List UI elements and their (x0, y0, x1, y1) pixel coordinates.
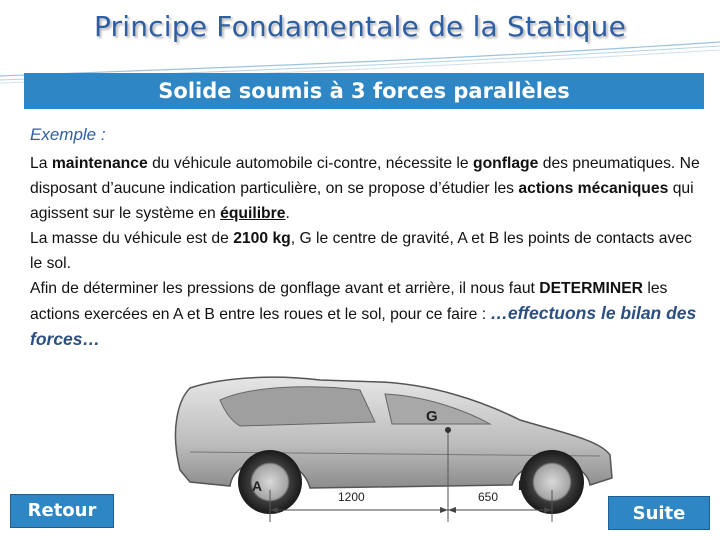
dim-650: 650 (478, 490, 499, 504)
car-diagram (160, 360, 620, 540)
label-g: G (426, 408, 438, 425)
label-a: A (252, 478, 263, 494)
car-window (220, 387, 375, 426)
bilan-text: …effectuons le bilan des forces… (30, 303, 697, 349)
example-label: Exemple : (30, 125, 106, 144)
next-button[interactable]: Suite (608, 496, 710, 530)
dim-1200: 1200 (338, 490, 365, 504)
label-b: B (518, 477, 529, 493)
subtitle-banner: Solide soumis à 3 forces parallèles (24, 73, 704, 109)
page-title: Principe Fondamentale de la Statique (93, 10, 627, 43)
back-button[interactable]: Retour (10, 494, 114, 528)
exercise-text: La maintenance du véhicule automobile ci-contre, nécessite le gonflage des pneumatiques. Ne disposant d’aucune indication particulière, on se propose d’étudier les actions mécaniques qui agissent sur le système en équilibre. La masse du véhicule est de 2100 kg, G le centre de gravité, A et B les points de contacts avec le sol. Afin de déterminer les pressions de gonflage avant et arrière, il nous faut DETERMINER les actions exercées en A et B entre les roues et le sol, pour ce faire : …effectuons le bilan des forces… (30, 155, 700, 349)
